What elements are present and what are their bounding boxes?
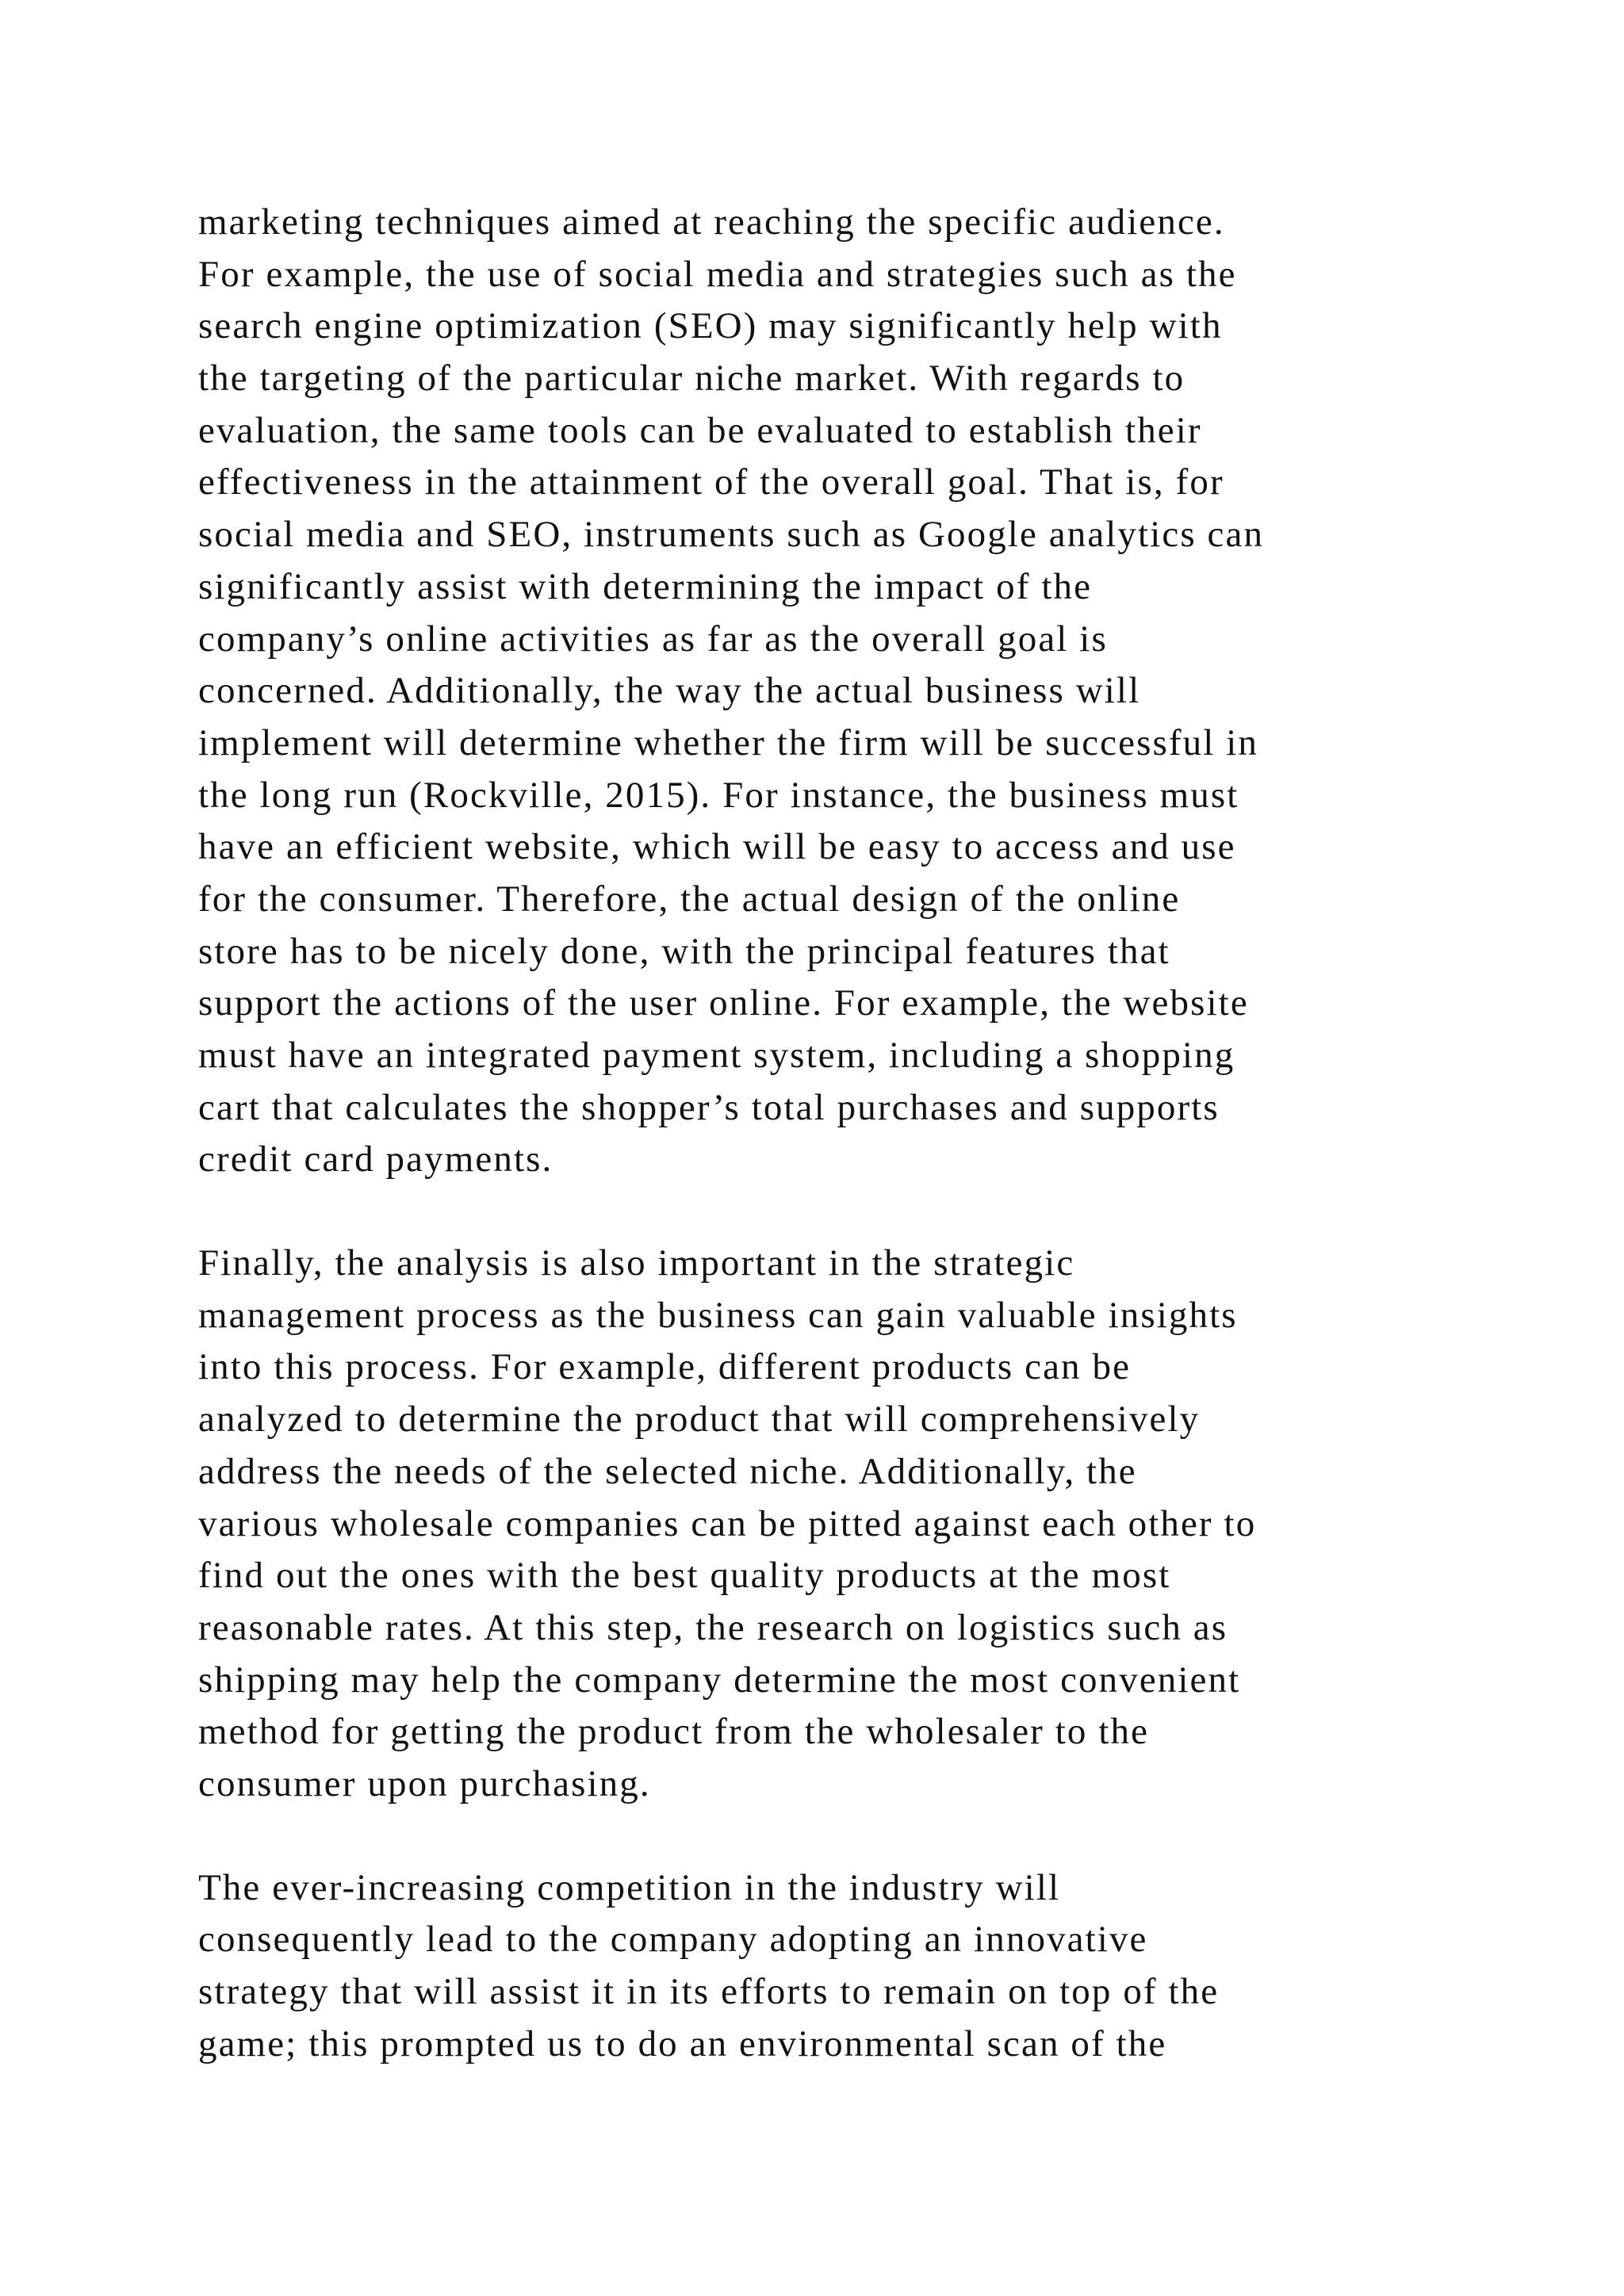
text-line: search engine optimization (SEO) may significantly help with	[198, 305, 1223, 347]
text-line: cart that calculates the shopper’s total purchases and supports	[198, 1086, 1220, 1128]
text-line: the targeting of the particular niche market. With regards to	[198, 358, 1185, 400]
text-line: credit card payments.	[198, 1138, 553, 1181]
text-line: strategy that will assist it in its efforts to remain on top of the	[198, 1971, 1220, 2012]
text-line: marketing techniques aimed at reaching the specific audience.	[198, 201, 1225, 243]
paragraph-1	[198, 197, 1499, 1186]
paragraph-3	[198, 1862, 1499, 2071]
text-line: reasonable rates. At this step, the research on logistics such as	[198, 1606, 1228, 1648]
text-line: shipping may help the company determine the most convenient	[198, 1659, 1241, 1701]
text-line: store has to be nicely done, with the principal features that	[198, 930, 1170, 972]
text-line: management process as the business can gain valuable insights	[198, 1294, 1238, 1336]
text-line: company’s online activities as far as the overall goal is	[198, 618, 1108, 660]
text-line: consequently lead to the company adopting an innovative	[198, 1919, 1148, 1961]
text-line: social media and SEO, instruments such as Google analytics can	[198, 514, 1265, 556]
text-line: find out the ones with the best quality products at the most	[198, 1555, 1171, 1597]
document-body	[198, 197, 1499, 2122]
text-line: evaluation, the same tools can be evaluated to establish their	[198, 409, 1202, 451]
text-line: various wholesale companies can be pitted against each other to	[198, 1502, 1257, 1544]
text-line: implement will determine whether the firm will be successful in	[198, 721, 1258, 763]
text-line: Finally, the analysis is also important in the strategic	[198, 1242, 1075, 1284]
text-line: analyzed to determine the product that will comprehensively	[198, 1399, 1201, 1441]
text-line: concerned. Additionally, the way the actual business will	[198, 670, 1141, 712]
text-line: consumer upon purchasing.	[198, 1762, 651, 1804]
text-line: support the actions of the user online. For example, the website	[198, 982, 1249, 1024]
text-line: must have an integrated payment system, including a shopping	[198, 1035, 1235, 1076]
paragraph-2	[198, 1238, 1499, 1811]
text-line: effectiveness in the attainment of the overall goal. That is, for	[198, 461, 1224, 503]
text-line: address the needs of the selected niche. Additionally, the	[198, 1450, 1137, 1492]
text-line: game; this prompted us to do an environmental scan of the	[198, 2022, 1167, 2064]
text-line: significantly assist with determining the impact of the	[198, 565, 1093, 607]
text-line: have an efficient website, which will be easy to access and use	[198, 826, 1236, 868]
text-line: for the consumer. Therefore, the actual design of the online	[198, 878, 1181, 920]
text-line: The ever-increasing competition in the industry will	[198, 1866, 1061, 1908]
text-line: the long run (Rockville, 2015). For instance, the business must	[198, 774, 1239, 816]
text-line: into this process. For example, different products can be	[198, 1346, 1132, 1388]
text-line: For example, the use of social media and strategies such as the	[198, 253, 1237, 295]
text-line: method for getting the product from the wholesaler to the	[198, 1711, 1150, 1753]
